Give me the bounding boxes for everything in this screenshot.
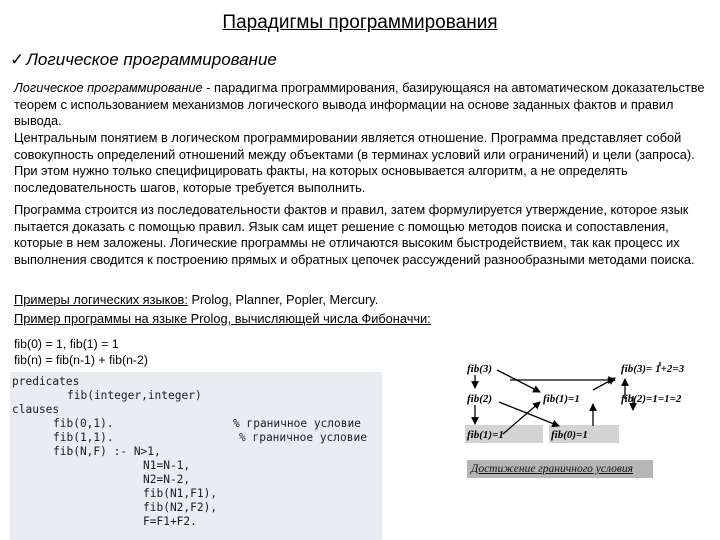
definition-paragraph: Логическое программирование - парадигма программирования, базирующаяся на автоматическом доказательстве теорем с использованием механизмов логического вывода информации на основе заданных фактов и правил вывода.	[14, 80, 705, 129]
node-fib0: fib(0)=1	[551, 429, 588, 441]
fib-base-case: fib(0) = 1, fib(1) = 1	[14, 337, 119, 351]
node-fib3: fib(3)	[467, 363, 493, 375]
code-line: fib(0,1).	[53, 417, 114, 430]
code-line: fib(1,1).	[53, 431, 114, 444]
languages-label: Примеры логических языков:	[14, 292, 188, 307]
checkmark-icon: ✓	[10, 50, 25, 69]
arrow	[499, 402, 559, 426]
code-line: fib(N,F) :- N>1,	[53, 445, 161, 458]
languages-paragraph: Примеры логических языков: Prolog, Planner, Popler, Mercury.	[14, 292, 379, 307]
arrow	[497, 370, 540, 392]
concept-paragraph: Центральным понятием в логическом программировании является отношение. Программа представляет собой совокупность определений отношений между объектами (в терминах условий или ограничений) и цели (запроса). При этом нужно только специфицировать факты, на которых основывается алгоритм, а не определять последовательность шагов, которые требуется выполнить.	[14, 130, 695, 195]
code-comment: % граничное условие	[239, 431, 367, 444]
code-line: fib(N1,F1),	[143, 487, 218, 500]
code-line: N2=N-2,	[143, 473, 191, 486]
code-line: N1=N-1,	[143, 459, 191, 472]
term-italic: Логическое программирование	[14, 80, 203, 95]
code-line: F=F1+F2.	[143, 515, 197, 528]
section-heading: ✓ Логическое программирование	[10, 50, 277, 69]
slide-title: Парадигмы программирования	[222, 12, 498, 33]
example-caption: Пример программы на языке Prolog, вычисляющей числа Фибоначчи:	[14, 311, 431, 326]
node-fib1: fib(1)=1	[467, 429, 504, 441]
prolog-code-block	[10, 372, 382, 540]
code-line: fib(N2,F2),	[143, 501, 218, 514]
program-paragraph: Программа строится из последовательности фактов и правил, затем формулируется утверждение, которое язык пытается доказать с помощью правил. Язык сам ищет решение с помощью методов поиска и сопоставления, которые в нем заложены. Логические программы не отличаются высоким быстродействием, так как процесс их выполнения сводится к построению прямых и обратных цепочек рассуждений разнообразными методами поиска.	[14, 202, 695, 267]
code-line: clauses	[12, 403, 60, 416]
node-fib1-left: fib(1)=1	[543, 393, 580, 405]
code-comment: % граничное условие	[233, 417, 361, 430]
node-fib2-result: fib(2)=1=1=2	[621, 393, 682, 405]
fib-recurrence: fib(n) = fib(n-1) + fib(n-2)	[14, 353, 148, 367]
code-line: fib(integer,integer)	[67, 389, 202, 402]
node-fib2: fib(2)	[467, 393, 493, 405]
diagram-caption: Достижение граничного условия	[467, 460, 653, 478]
code-line: predicates	[12, 375, 80, 388]
node-fib3-result: fib(3)= 1+2=3	[621, 363, 685, 375]
